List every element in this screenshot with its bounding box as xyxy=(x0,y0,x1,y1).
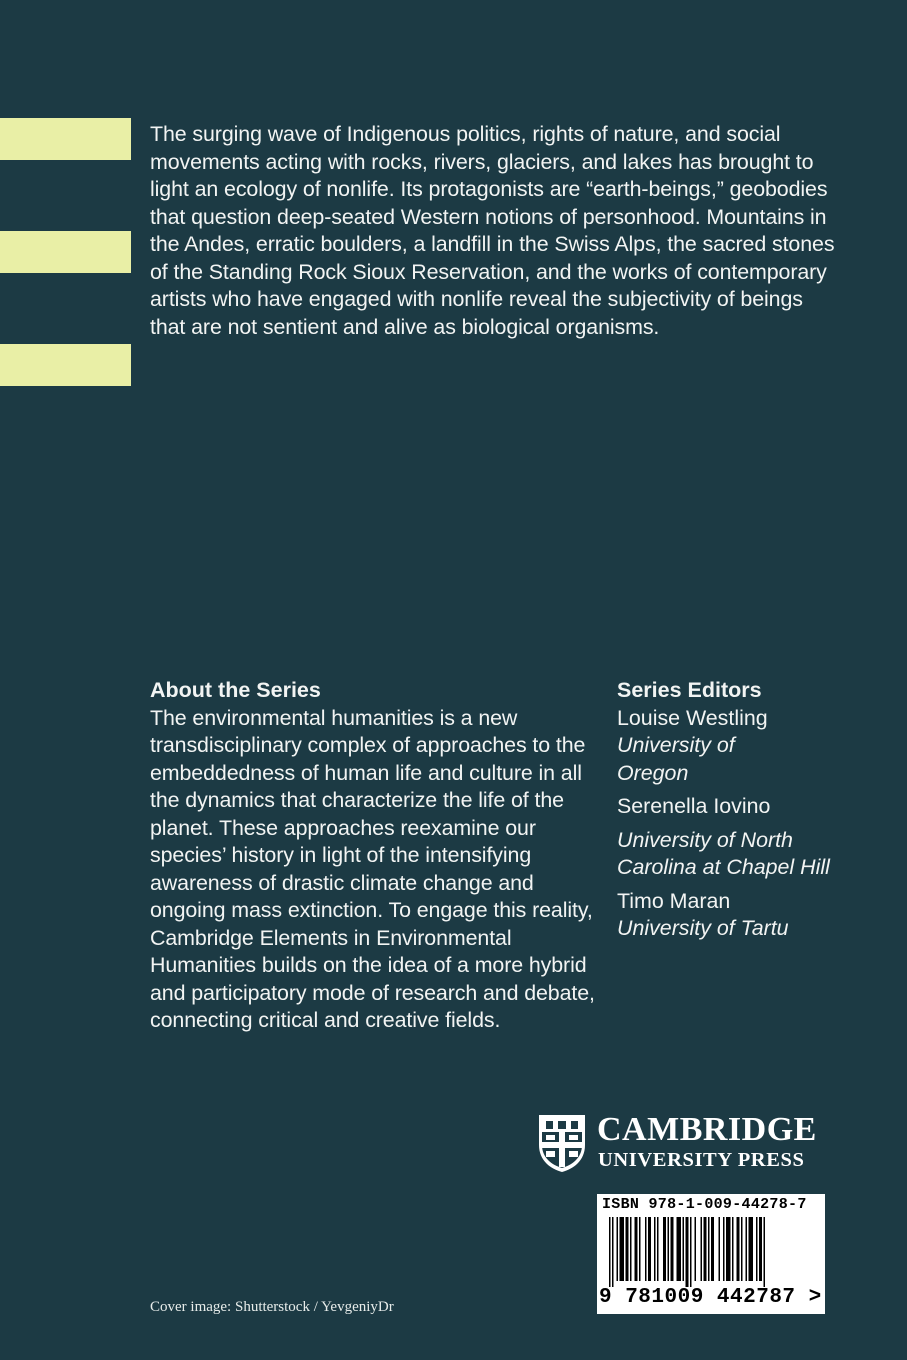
barcode-bar xyxy=(612,1217,614,1287)
barcode-bar xyxy=(749,1217,754,1281)
book-description: The surging wave of Indigenous politics, rights of nature, and social movements acting with rocks, rivers, glaciers, and lakes has brought to light an ecology of nonlife. Its protagonists are “earth-beings,” geobodies that question deep-seated Western notions of personhood. Mountains in the Andes, erratic boulders, a landfill in the Swiss Alps, the sacred stones of the Standing Rock Sioux Reservation, and the works of contemporary artists who have engaged with nonlife reveal the subjectivity of beings that are not sentient and alive as biological organisms. xyxy=(150,122,835,339)
barcode-bar xyxy=(617,1217,619,1281)
cambridge-crest-icon xyxy=(537,1113,587,1173)
barcode-bar xyxy=(635,1217,638,1281)
barcode-bar xyxy=(704,1217,707,1281)
publisher-name-line1: CAMBRIDGE xyxy=(597,1111,817,1148)
barcode-bar xyxy=(726,1217,731,1281)
barcode-bar xyxy=(708,1217,710,1281)
barcode-bar xyxy=(668,1217,670,1281)
barcode-bar xyxy=(630,1217,632,1281)
barcode-bar xyxy=(719,1217,721,1281)
editor-name: Serenella Iovino xyxy=(617,794,771,818)
barcode-bar xyxy=(746,1217,748,1281)
barcode-bar xyxy=(645,1217,647,1281)
barcode-bar xyxy=(657,1217,659,1281)
barcode-bars xyxy=(607,1217,817,1287)
barcode-bar xyxy=(663,1217,666,1281)
barcode-bar xyxy=(764,1217,766,1287)
editor-affiliation: University of Tartu xyxy=(617,916,789,940)
isbn-number: ISBN 978-1-009-44278-7 xyxy=(602,1196,807,1213)
barcode-bar xyxy=(609,1217,611,1287)
barcode-bar xyxy=(759,1217,762,1281)
barcode-bar xyxy=(677,1217,682,1281)
barcode-bar xyxy=(701,1217,703,1281)
barcode-bar xyxy=(690,1217,692,1287)
cambridge-university-press-logo xyxy=(537,1113,837,1175)
barcode-bar xyxy=(723,1217,725,1281)
cover-image-credit: Cover image: Shutterstock / YevgeniyDr xyxy=(150,1299,394,1315)
barcode-bar xyxy=(654,1217,656,1281)
barcode-bar xyxy=(686,1217,689,1287)
editor-entry xyxy=(617,888,847,943)
editor-entry xyxy=(617,705,847,788)
barcode-bar xyxy=(737,1217,740,1281)
barcode-bar xyxy=(695,1217,697,1281)
ean-digits: 9 781009 442787 > xyxy=(599,1286,822,1309)
barcode-bar xyxy=(620,1217,625,1281)
series-editors-section xyxy=(617,677,847,949)
editor-name: Timo Maran xyxy=(617,888,731,913)
barcode-bar xyxy=(671,1217,674,1281)
about-series-heading: About the Series xyxy=(150,678,321,702)
about-series-section xyxy=(150,677,605,1035)
editor-entry xyxy=(617,793,847,882)
barcode-bar xyxy=(683,1217,685,1281)
isbn-barcode xyxy=(597,1194,825,1314)
editor-affiliation: University of North Carolina at Chapel Hill xyxy=(617,827,830,879)
barcode-bar xyxy=(741,1217,743,1281)
editor-affiliation: University of Oregon xyxy=(617,733,735,785)
editor-name: Louise Westling xyxy=(617,705,768,730)
series-editors-heading: Series Editors xyxy=(617,678,762,702)
publisher-name-line2: UNIVERSITY PRESS xyxy=(598,1149,805,1171)
barcode-bar xyxy=(732,1217,734,1281)
accent-stripe-bottom xyxy=(0,344,131,386)
barcode-bar xyxy=(639,1217,641,1281)
accent-stripe-middle xyxy=(0,231,131,273)
barcode-bar xyxy=(648,1217,651,1281)
accent-stripe-top xyxy=(0,118,131,160)
about-series-text: The environmental humanities is a new transdisciplinary complex of approaches to the embeddedness of human life and culture in all the dynamics that characterize the life of the planet. These approaches reexamine our species’ history in light of the intensifying awareness of drastic climate change and ongoing mass extinction. To engage this reality, Cambridge Elements in Environmental Humanities builds on the idea of a more hybrid and participatory mode of research and debate, connecting critical and creative fields. xyxy=(150,705,595,1032)
barcode-bar xyxy=(711,1217,714,1281)
barcode-bar xyxy=(626,1217,629,1281)
barcode-bar xyxy=(756,1217,758,1281)
